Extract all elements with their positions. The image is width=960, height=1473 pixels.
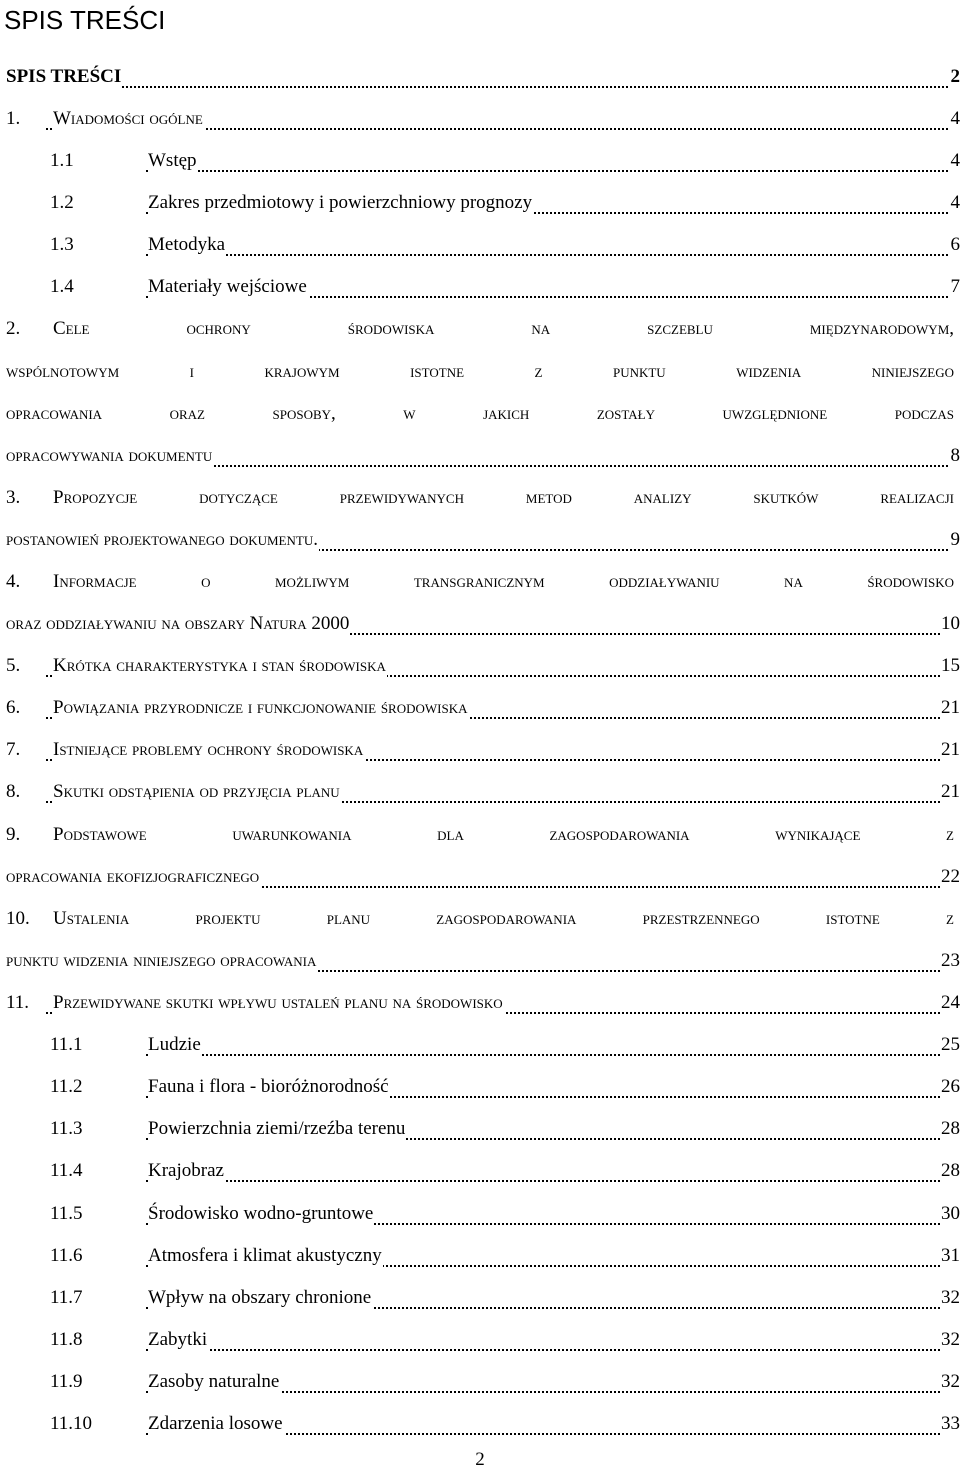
toc-label: Przewidywane skutki wpływu ustaleń planu na środowisko	[53, 987, 504, 1019]
toc-entry-11-10[interactable]	[6, 1408, 960, 1442]
dot-leader	[146, 169, 960, 172]
toc-label-line: oraz oddziaływaniu na obszary Natura 2000	[6, 608, 350, 640]
toc-number: 7.	[6, 739, 21, 760]
toc-label: Atmosfera i klimat akustyczny	[148, 1240, 383, 1272]
toc-number: 11.1	[50, 1034, 83, 1055]
toc-page: 6	[950, 229, 960, 261]
toc-page: 21	[940, 734, 960, 766]
toc-label: SPIS TREŚCI	[6, 61, 122, 93]
toc-number: 1.2	[50, 192, 74, 213]
toc-page: 8	[950, 440, 960, 472]
toc-entry-10-last-line	[6, 945, 960, 979]
toc-label: Powiązania przyrodnicze i funkcjonowanie środowiska	[53, 692, 469, 724]
toc-page: 31	[940, 1240, 960, 1272]
toc-number: 11.4	[50, 1160, 83, 1181]
toc-entry-2-last-line	[6, 440, 960, 474]
toc-page: 33	[940, 1408, 960, 1440]
dot-leader	[146, 1348, 960, 1351]
toc-number: 11.7	[50, 1287, 83, 1308]
toc-label-line: Cele ochrony środowiska na szczeblu międzynarodowym,	[53, 318, 954, 339]
toc-number: 6.	[6, 697, 21, 718]
dot-leader	[146, 1053, 960, 1056]
toc-number: 1.	[6, 108, 21, 129]
toc-page: 15	[940, 650, 960, 682]
toc-number: 11.	[6, 992, 30, 1013]
toc-label-line: Podstawowe uwarunkowania dla zagospodarowania wynikające z	[53, 824, 954, 845]
toc-entry-11-6[interactable]	[6, 1240, 960, 1274]
toc-number: 5.	[6, 655, 21, 676]
toc-label-line: opracowania ekofizjograficznego	[6, 861, 260, 893]
dot-leader	[146, 1179, 960, 1182]
toc-page: 32	[940, 1366, 960, 1398]
toc-label-line: punktu widzenia niniejszego opracowania	[6, 945, 317, 977]
toc-entry-11-3[interactable]	[6, 1113, 960, 1147]
toc-number: 2.	[6, 318, 21, 339]
toc-label-line: postanowień projektowanego dokumentu.	[6, 524, 319, 556]
toc-page: 21	[940, 776, 960, 808]
toc-entry-1-1[interactable]	[6, 145, 960, 179]
toc-entry-9-last-line	[6, 861, 960, 895]
toc-label: Środowisko wodno-gruntowe	[148, 1198, 374, 1230]
toc-page: 2	[950, 61, 960, 93]
toc-label: Metodyka	[148, 229, 226, 261]
toc-page: 21	[940, 692, 960, 724]
toc-entry-6[interactable]	[6, 692, 960, 726]
toc-number: 10.	[6, 908, 30, 929]
toc-label: Istniejące problemy ochrony środowiska	[53, 734, 364, 766]
toc-entry-11-5[interactable]	[6, 1198, 960, 1232]
toc-entry-11-8[interactable]	[6, 1324, 960, 1358]
toc-label-line: opracowania oraz sposoby, w jakich zostały uwzględnione podczas	[6, 403, 954, 424]
toc-number: 11.3	[50, 1118, 83, 1139]
toc-number: 9.	[6, 824, 21, 845]
toc-label: Skutki odstąpienia od przyjęcia planu	[53, 776, 341, 808]
toc-label-line: wspólnotowym i krajowym istotne z punktu widzenia niniejszego	[6, 361, 954, 382]
toc-number: 11.10	[50, 1413, 93, 1434]
toc-label: Krótka charakterystyka i stan środowiska	[53, 650, 387, 682]
toc-number: 11.9	[50, 1371, 83, 1392]
toc-page: 4	[950, 145, 960, 177]
toc-page: 9	[950, 524, 960, 556]
toc-entry-1[interactable]	[6, 103, 960, 137]
toc-entry-5[interactable]	[6, 650, 960, 684]
toc-entry-11[interactable]	[6, 987, 960, 1021]
toc-number: 11.8	[50, 1329, 83, 1350]
dot-leader	[146, 253, 960, 256]
toc-entry-11-2[interactable]	[6, 1071, 960, 1105]
toc-label: Zabytki	[148, 1324, 208, 1356]
toc-number: 3.	[6, 487, 21, 508]
toc-entry-11-4[interactable]	[6, 1155, 960, 1189]
toc-label: Zdarzenia losowe	[148, 1408, 284, 1440]
toc-page: 28	[940, 1113, 960, 1145]
toc-entry-1-2[interactable]	[6, 187, 960, 221]
toc-page: 22	[940, 861, 960, 893]
toc-label: Fauna i flora - bioróżnorodność	[148, 1071, 390, 1103]
toc-page: 28	[940, 1155, 960, 1187]
toc-entry-1-3[interactable]	[6, 229, 960, 263]
toc-label: Materiały wejściowe	[148, 271, 308, 303]
toc-page: 26	[940, 1071, 960, 1103]
dot-leader	[6, 85, 960, 88]
toc-label-line: opracowywania dokumentu	[6, 440, 213, 472]
toc-number: 8.	[6, 781, 21, 802]
toc-label: Ludzie	[148, 1029, 202, 1061]
toc-number: 1.3	[50, 234, 74, 255]
toc-entry-7[interactable]	[6, 734, 960, 768]
toc-label-line: Informacje o możliwym transgranicznym oddziaływaniu na środowisko	[53, 571, 954, 592]
toc-label: Krajobraz	[148, 1155, 225, 1187]
toc-page: 4	[950, 187, 960, 219]
toc-page: 4	[950, 103, 960, 135]
toc-label: Zakres przedmiotowy i powierzchniowy prognozy	[148, 187, 533, 219]
toc-page: 32	[940, 1282, 960, 1314]
toc-label-line: Ustalenia projektu planu zagospodarowania przestrzennego istotne z	[53, 908, 954, 929]
toc-page: 24	[940, 987, 960, 1019]
toc-label: Powierzchnia ziemi/rzeźba terenu	[148, 1113, 406, 1145]
toc-page: 25	[940, 1029, 960, 1061]
toc-label: Wstęp	[148, 145, 198, 177]
toc-label-line: Propozycje dotyczące przewidywanych metod analizy skutków realizacji	[53, 487, 954, 508]
toc-page: 10	[940, 608, 960, 640]
toc-entry-4-last-line	[6, 608, 960, 642]
toc-label: Wiadomości ogólne	[53, 103, 204, 135]
toc-number: 1.1	[50, 150, 74, 171]
toc-page: 7	[950, 271, 960, 303]
toc-entry-11-7[interactable]	[6, 1282, 960, 1316]
toc-number: 4.	[6, 571, 21, 592]
toc-entry-8[interactable]	[6, 776, 960, 810]
toc-entry-3-last-line	[6, 524, 960, 558]
toc-number: 11.5	[50, 1203, 83, 1224]
toc-page: 30	[940, 1198, 960, 1230]
toc-entry-11-9[interactable]	[6, 1366, 960, 1400]
toc-number: 11.2	[50, 1076, 83, 1097]
toc-number: 11.6	[50, 1245, 83, 1266]
toc-number: 1.4	[50, 276, 74, 297]
toc-entry-spis[interactable]	[6, 61, 960, 95]
toc-label: Zasoby naturalne	[148, 1366, 280, 1398]
page-number: 2	[475, 1449, 485, 1470]
page-title: SPIS TREŚCI	[4, 5, 166, 35]
toc-page: 32	[940, 1324, 960, 1356]
toc-entry-1-4[interactable]	[6, 271, 960, 305]
toc-page: 23	[940, 945, 960, 977]
toc-entry-11-1[interactable]	[6, 1029, 960, 1063]
toc-label: Wpływ na obszary chronione	[148, 1282, 372, 1314]
